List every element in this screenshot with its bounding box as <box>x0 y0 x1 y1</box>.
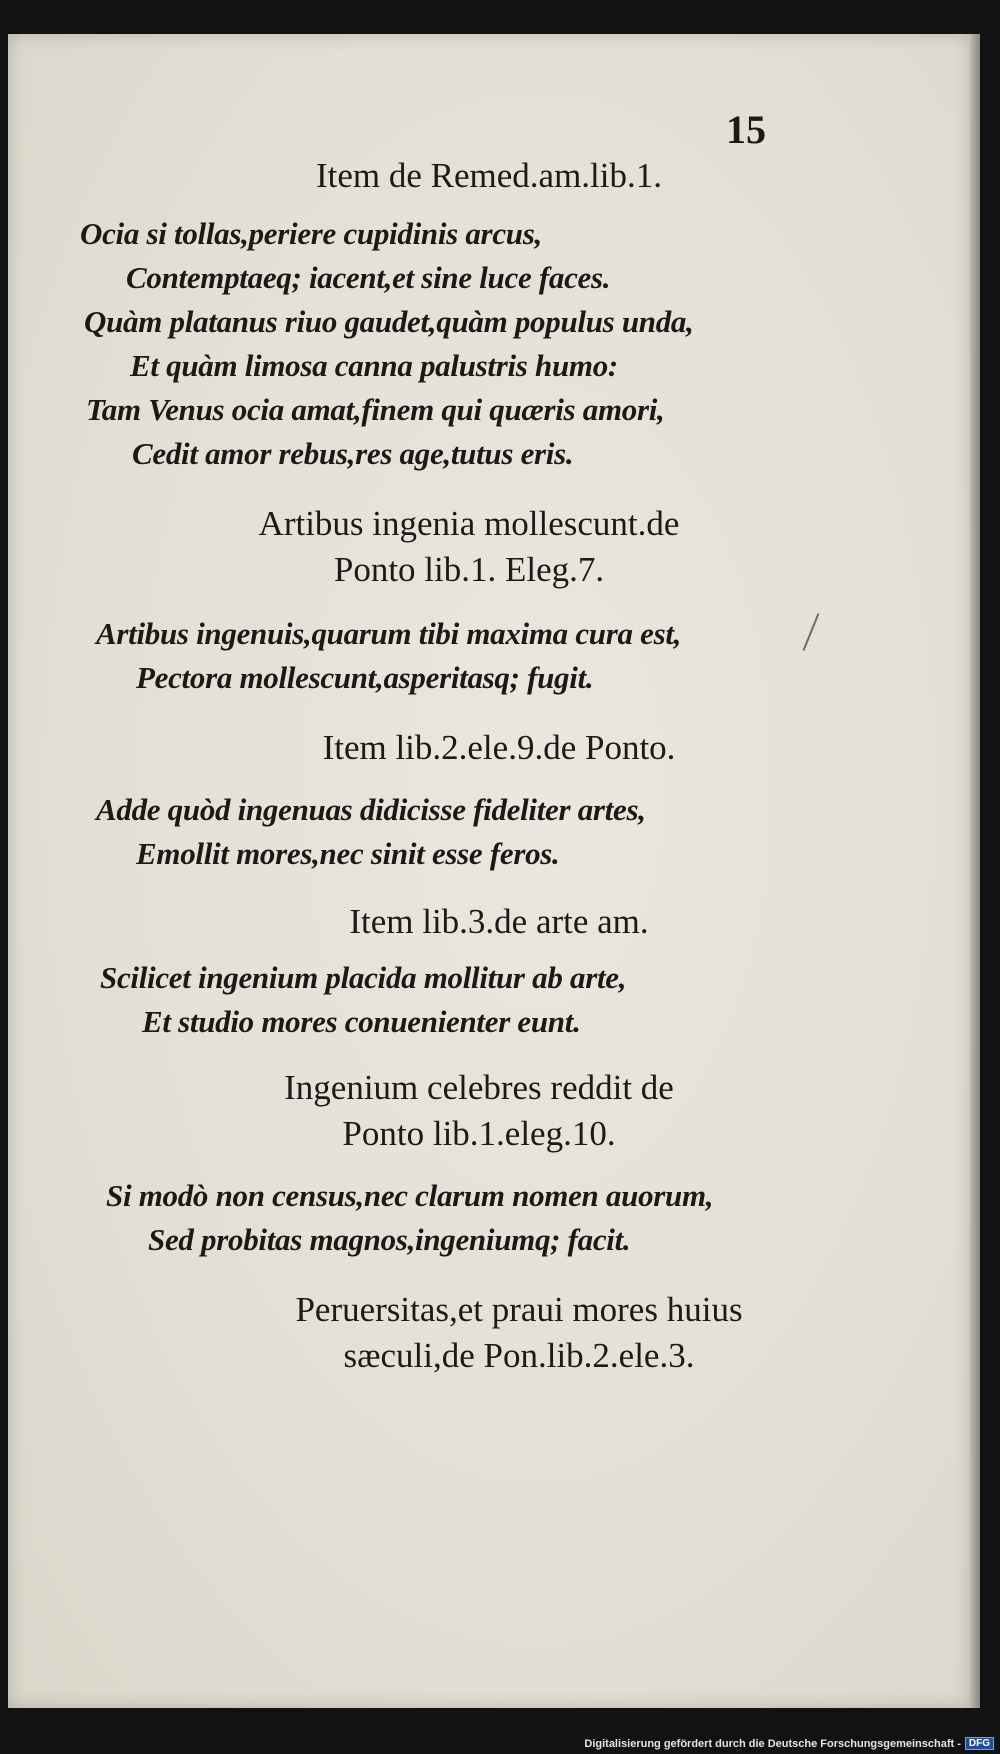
verse-line: Emollit mores,nec sinit esse feros. <box>136 836 560 871</box>
verse-line: Adde quòd ingenuas didicisse fideliter artes, <box>96 792 646 827</box>
section-heading: Ponto lib.1.eleg.10. <box>342 1114 616 1153</box>
section-heading: Item de Remed.am.lib.1. <box>315 156 663 195</box>
page-edge <box>970 34 980 1708</box>
page-number: 15 <box>726 107 766 152</box>
pen-mark <box>803 613 820 651</box>
verse-line: Et studio mores conuenienter eunt. <box>142 1004 581 1039</box>
verse-line: Artibus ingenuis,quarum tibi maxima cura est, <box>96 616 682 651</box>
section-heading: Ingenium celebres reddit de <box>284 1068 674 1107</box>
verse-line: Pectora mollescunt,asperitasq; fugit. <box>136 660 594 695</box>
dfg-logo: DFG <box>965 1737 994 1750</box>
digitization-credit <box>584 1737 994 1750</box>
section-heading: Item lib.2.ele.9.de Ponto. <box>322 728 676 767</box>
section-heading: Artibus ingenia mollescunt.de <box>258 504 680 543</box>
verse-line: Si modò non census,nec clarum nomen auorum, <box>106 1178 714 1213</box>
section-heading: Peruersitas,et praui mores huius <box>295 1290 743 1329</box>
verse-line: Scilicet ingenium placida mollitur ab arte, <box>100 960 627 995</box>
section-heading: sæculi,de Pon.lib.2.ele.3. <box>343 1336 695 1375</box>
verse-line: Sed probitas magnos,ingeniumq; facit. <box>148 1222 631 1257</box>
verse-line: Contemptaeq; iacent,et sine luce faces. <box>126 260 611 295</box>
section-heading: Item lib.3.de arte am. <box>349 902 649 941</box>
section-heading: Ponto lib.1. Eleg.7. <box>333 550 605 589</box>
verse-line: Cedit amor rebus,res age,tutus eris. <box>132 436 574 471</box>
credit-text: Digitalisierung gefördert durch die Deutsche Forschungsgemeinschaft - <box>584 1737 961 1750</box>
verse-line: Quàm platanus riuo gaudet,quàm populus unda, <box>84 304 694 339</box>
verse-line: Et quàm limosa canna palustris humo: <box>130 348 618 383</box>
verse-line: Tam Venus ocia amat,finem qui quæris amori, <box>86 392 665 427</box>
verse-line: Ocia si tollas,periere cupidinis arcus, <box>80 216 542 251</box>
book-page <box>8 34 970 1708</box>
